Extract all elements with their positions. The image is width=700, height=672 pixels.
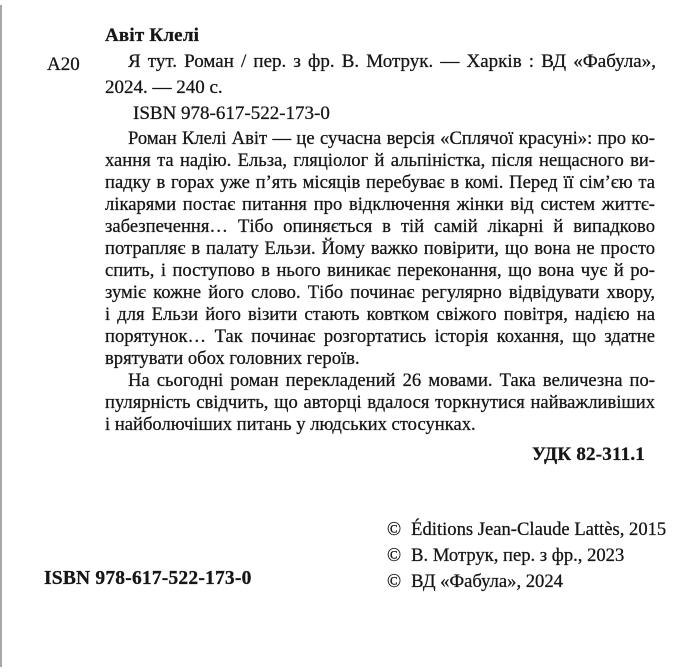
annotation-line: і для Ельзи його візити стають ковтком свіжого повітря, надією на bbox=[105, 304, 655, 325]
copyright-text: Éditions Jean-Claude Lattès, 2015 bbox=[411, 519, 667, 540]
annotation-line: зуміє кожне його слово. Тібо починає регулярно відвідувати хвору, bbox=[105, 282, 655, 303]
annotation-line: пулярність свідчить, що авторці вдалося торкнутися найважливіших bbox=[105, 392, 655, 413]
annotation-block bbox=[105, 128, 655, 436]
annotation-line: падку в горах уже п’ять місяців перебуває в комі. Перед її сім’єю та bbox=[105, 172, 655, 193]
annotation-line: забезпечення… Тібо опиняється в тій самій лікарні й випадково bbox=[105, 216, 655, 237]
annotation-line: потрапляє в палату Ельзи. Йому важко повірити, що вона не просто bbox=[105, 238, 655, 259]
isbn-top: ISBN 978-617-522-173-0 bbox=[133, 103, 330, 124]
bibliographic-card-line: Я тут. Роман / пер. з фр. В. Мотрук. — Харків : ВД «Фабула», bbox=[128, 51, 656, 72]
copyright-line bbox=[387, 543, 666, 569]
cip-block bbox=[105, 23, 656, 127]
copyright-icon: © bbox=[387, 571, 402, 592]
annotation-line: Роман Клелі Авіт — це сучасна версія «Сплячої красуні»: про ко- bbox=[128, 128, 655, 149]
annotation-line: спить, і поступово в нього виникає переконання, що вона чує й ро- bbox=[105, 260, 655, 281]
classification-code: А20 bbox=[47, 54, 80, 75]
annotation-line: порятунок… Так починає розгортатись історія кохання, що здатне bbox=[105, 326, 655, 347]
copyright-block bbox=[387, 517, 666, 595]
copyright-icon: © bbox=[387, 545, 402, 566]
scan-edge-line bbox=[0, 5, 2, 667]
copyright-text: ВД «Фабула», 2024 bbox=[411, 571, 563, 592]
annotation-line: хання та надію. Ельза, гляціолог й альпіністка, після нещасного ви- bbox=[105, 150, 655, 171]
annotation-line: врятувати обох головних героїв. bbox=[105, 348, 360, 369]
copyright-icon: © bbox=[387, 519, 402, 540]
copyright-text: В. Мотрук, пер. з фр., 2023 bbox=[411, 545, 625, 566]
annotation-line: і найболючіших питань у людських стосунках. bbox=[105, 414, 476, 435]
isbn-bottom: ISBN 978-617-522-173-0 bbox=[44, 568, 252, 589]
annotation-line: лікарями постає питання про відключення жінки від систем життє- bbox=[105, 194, 655, 215]
copyright-line bbox=[387, 517, 666, 543]
copyright-line bbox=[387, 569, 666, 595]
annotation-line: На сьогодні роман перекладений 26 мовами. Така величезна по- bbox=[128, 370, 655, 391]
author-name: Авіт Клелі bbox=[105, 25, 200, 46]
udc-code: УДК 82-311.1 bbox=[531, 444, 645, 465]
bibliographic-card-line: 2024. — 240 с. bbox=[105, 77, 223, 98]
